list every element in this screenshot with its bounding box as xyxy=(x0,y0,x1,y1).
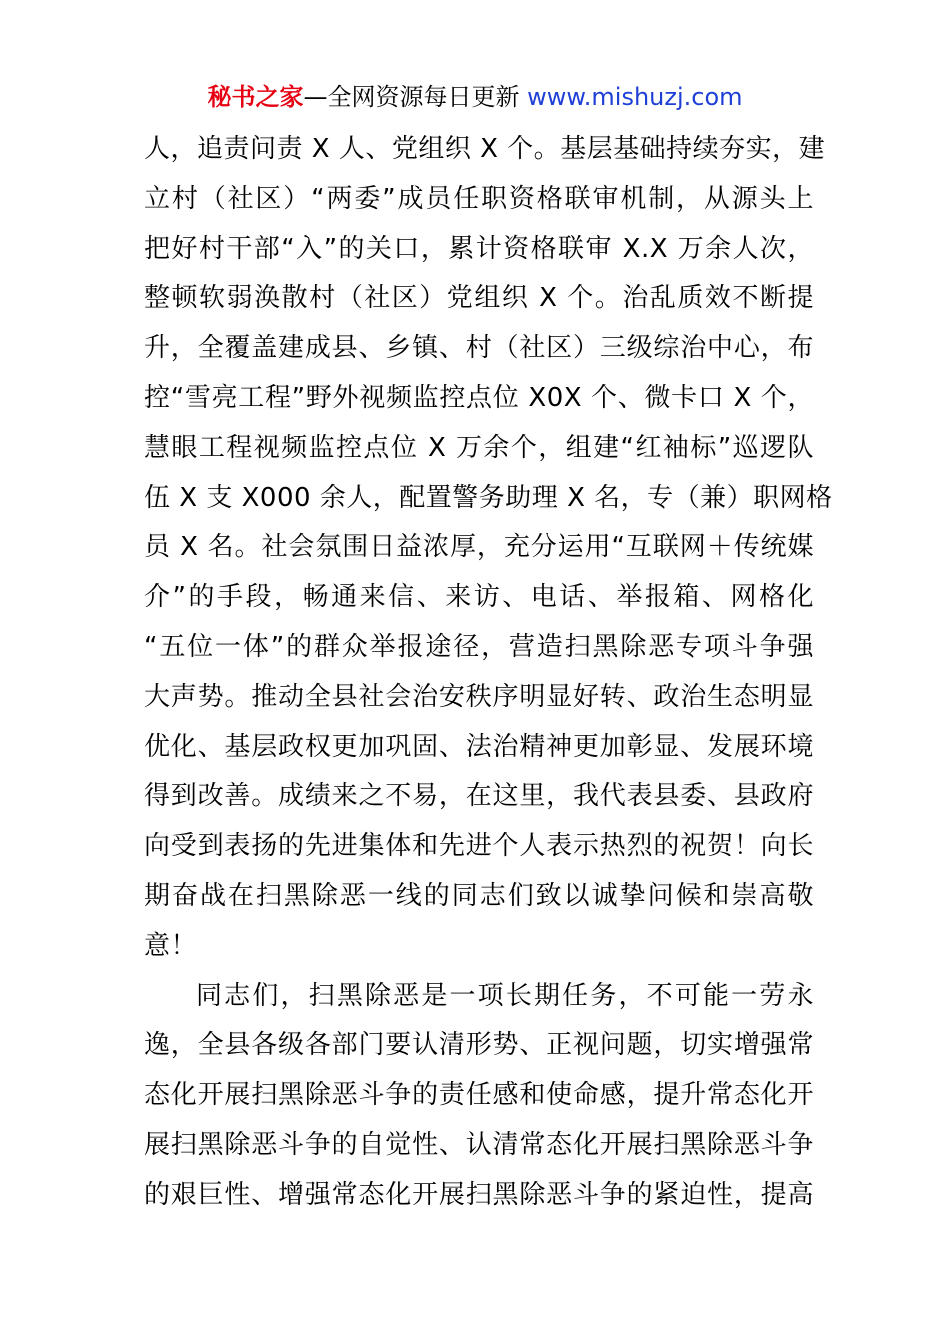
text-line: 人，追责问责 X 人、党组织 X 个。基层基础持续夯实，建 xyxy=(144,134,826,164)
text-line: 展扫黑除恶斗争的自觉性、认清常态化开展扫黑除恶斗争 xyxy=(144,1129,814,1160)
site-url-link[interactable]: www.mishuzj.com xyxy=(527,83,743,111)
text-line: 逸，全县各级各部门要认清形势、正视问题，切实增强常 xyxy=(144,1030,814,1061)
text-line: 优化、基层政权更加巩固、法治精神更加彰显、发展环境 xyxy=(144,731,814,762)
text-line: 慧眼工程视频监控点位 X 万余个，组建“红袖标”巡逻队 xyxy=(144,432,814,463)
text-line: 伍 X 支 X000 余人，配置警务助理 X 名，专（兼）职网格 xyxy=(144,482,833,513)
text-line: 控“雪亮工程”野外视频监控点位 X0X 个、微卡口 X 个， xyxy=(144,382,814,413)
text-line: 意！ xyxy=(144,930,198,961)
text-line: 的艰巨性、增强常态化开展扫黑除恶斗争的紧迫性，提高 xyxy=(144,1179,814,1210)
text-line: 期奋战在扫黑除恶一线的同志们致以诚挚问候和崇高敬 xyxy=(144,880,814,911)
text-line: 介”的手段，畅通来信、来访、电话、举报箱、网格化 xyxy=(144,582,814,613)
text-line: 态化开展扫黑除恶斗争的责任感和使命感，提升常态化开 xyxy=(144,1080,814,1111)
text-line: “五位一体”的群众举报途径，营造扫黑除恶专项斗争强 xyxy=(144,631,814,662)
text-line: 整顿软弱涣散村（社区）党组织 X 个。治乱质效不断提 xyxy=(144,283,814,314)
text-line: 把好村干部“入”的关口，累计资格联审 X.X 万余人次， xyxy=(144,233,814,264)
text-line: 得到改善。成绩来之不易，在这里，我代表县委、县政府 xyxy=(144,781,814,812)
site-header xyxy=(0,80,950,114)
text-line: 立村（社区）“两委”成员任职资格联审机制，从源头上 xyxy=(144,183,814,214)
text-line: 向受到表扬的先进集体和先进个人表示热烈的祝贺！向长 xyxy=(144,831,814,862)
brand-name: 秘书之家 xyxy=(207,83,304,111)
document-body xyxy=(144,125,833,1221)
text-line: 员 X 名。社会氛围日益浓厚，充分运用“互联网＋传统媒 xyxy=(144,532,814,563)
text-line: 大声势。推动全县社会治安秩序明显好转、政治生态明显 xyxy=(144,681,814,712)
header-tagline: —全网资源每日更新 xyxy=(303,83,528,111)
text-line: 升，全覆盖建成县、乡镇、村（社区）三级综治中心，布 xyxy=(144,333,814,364)
text-line: 同志们，扫黑除恶是一项长期任务，不可能一劳永 xyxy=(196,980,814,1011)
